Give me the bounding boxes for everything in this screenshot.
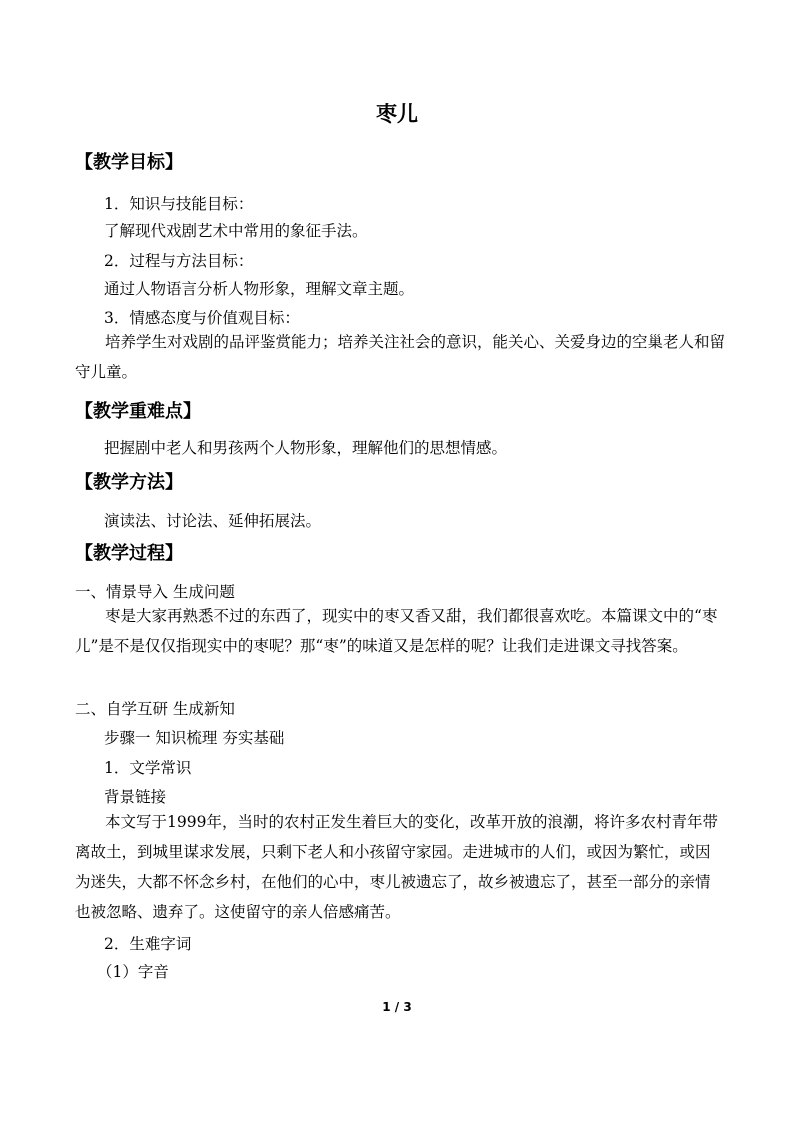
objective-item-2: 2．过程与方法目标： [104, 252, 254, 270]
objectives-heading: 【教学目标】 [75, 152, 183, 173]
objective-item-1-text: 了解现代戏剧艺术中常用的象征手法。 [104, 222, 368, 240]
difficulties-heading: 【教学重难点】 [75, 401, 201, 422]
background-title: 背景链接 [104, 788, 167, 806]
section-1-text: 枣是大家再熟悉不过的东西了，现实中的枣又香又甜，我们都很喜欢吃。本篇课文中的“枣儿”是不是仅仅指现实中的枣呢？那“枣”的味道又是怎样的呢？让我们走进课文寻找答案。 [75, 607, 718, 655]
process-heading: 【教学过程】 [75, 543, 183, 564]
background-text: 本文写于1999年，当时的农村正发生着巨大的变化，改革开放的浪潮，将许多农村青年带离故土，到城里谋求发展，只剩下老人和小孩留守家园。走进城市的人们，或因为繁忙，或因为迷失，大都不怀念乡村，在他们的心中，枣儿被遗忘了，故乡被遗忘了，甚至一部分的亲情也被忽略、遗弃了。这使留守的亲人倍感痛苦。 [75, 813, 718, 921]
words-title: 2．生难字词 [104, 935, 192, 953]
difficulties-text: 把握剧中老人和男孩两个人物形象，理解他们的思想情感。 [104, 439, 508, 457]
literature-title: 1．文学常识 [104, 759, 192, 777]
page-title: 枣儿 [376, 101, 418, 126]
objective-item-3: 3．情感态度与价值观目标： [104, 309, 300, 327]
section-1-title: 一、情景导入 生成问题 [75, 583, 235, 601]
objective-item-1: 1．知识与技能目标： [104, 195, 254, 213]
objective-item-3-text: 培养学生对戏剧的品评鉴赏能力；培养关注社会的意识，能关心、关爱身边的空巢老人和留守儿童。 [75, 333, 726, 381]
page-number: 1 / 3 [382, 1000, 412, 1014]
methods-text: 演读法、讨论法、延伸拓展法。 [104, 512, 322, 530]
methods-heading: 【教学方法】 [75, 472, 183, 493]
step-1-title: 步骤一 知识梳理 夯实基础 [104, 729, 285, 747]
section-2-title: 二、自学互研 生成新知 [75, 700, 235, 718]
pronunciation-title: （1）字音 [97, 963, 169, 981]
objective-item-2-text: 通过人物语言分析人物形象，理解文章主题。 [104, 280, 415, 298]
